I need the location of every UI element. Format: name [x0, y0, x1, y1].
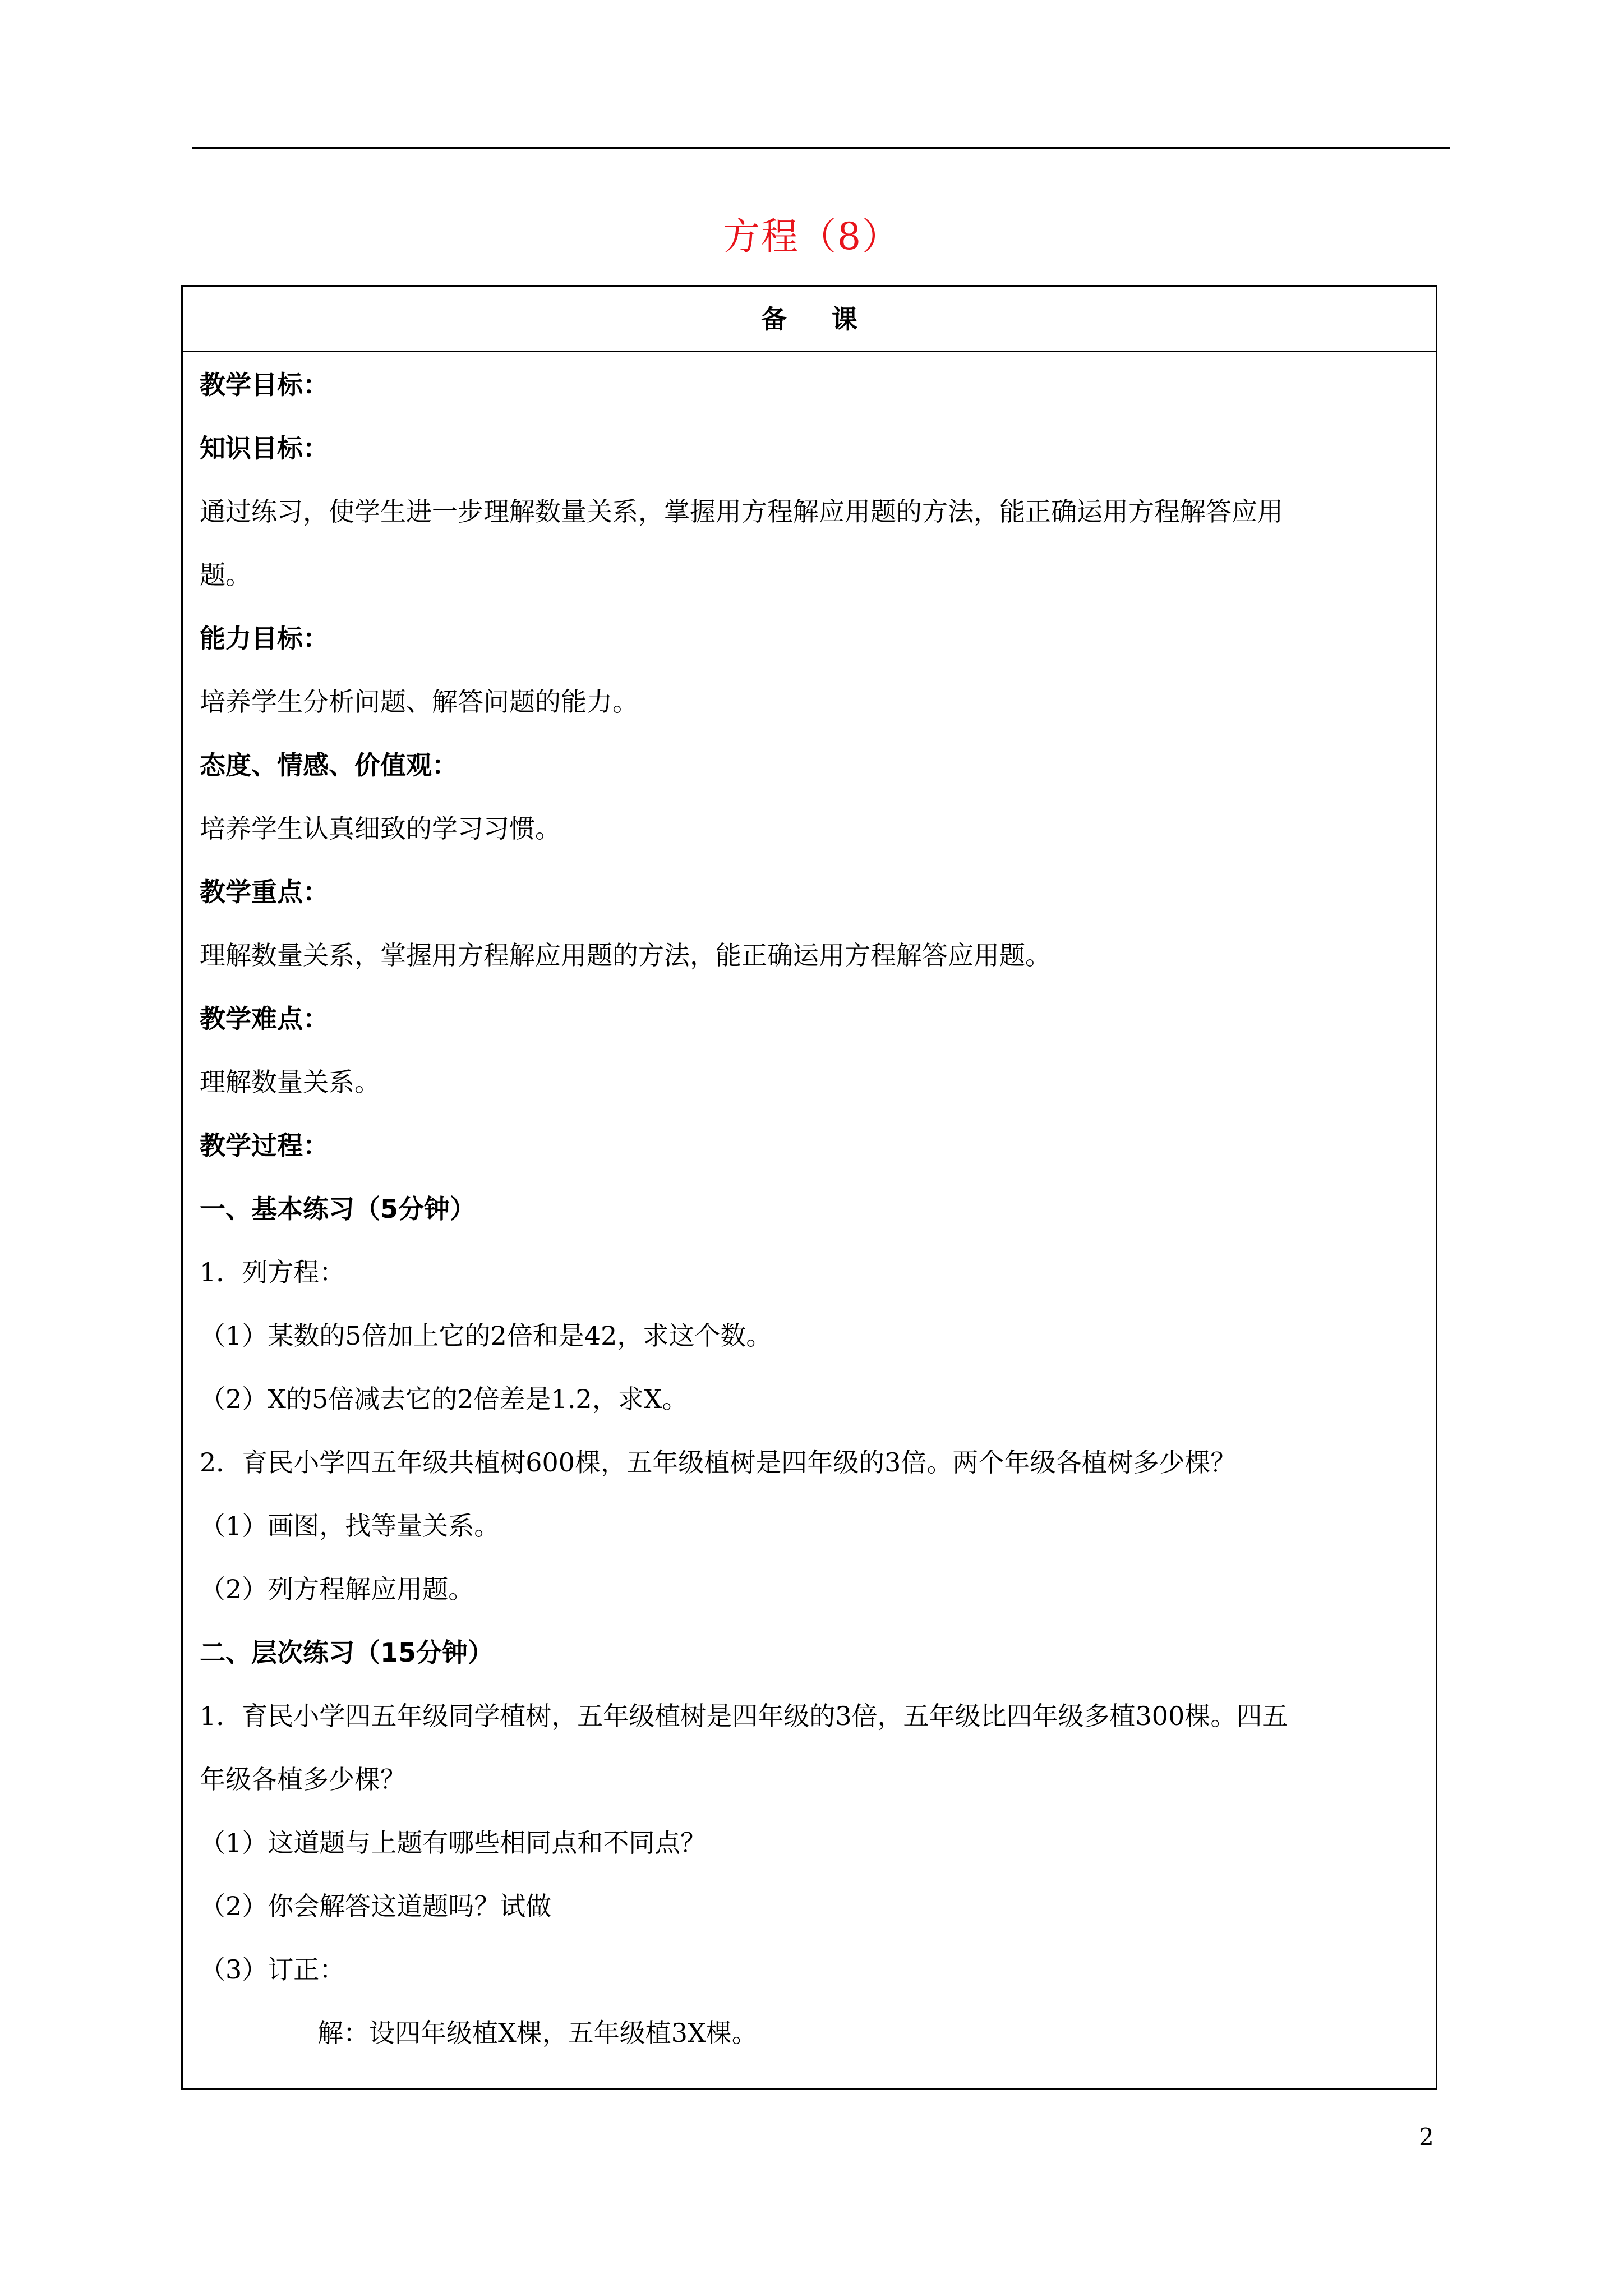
exercise-2-part-1: （1）画图，找等量关系。 — [200, 1511, 500, 1541]
exercise-1-part-2: （2）X的5倍减去它的2倍差是1.2，求X。 — [200, 1384, 688, 1414]
solution-line: 解：设四年级植X棵，五年级植3X棵。 — [317, 2018, 758, 2048]
page-number: 2 — [1419, 2123, 1434, 2151]
section-level-practice: 二、层次练习（15分钟） — [200, 1637, 494, 1668]
ability-objective-heading: 能力目标： — [200, 623, 329, 654]
key-points-text: 理解数量关系，掌握用方程解应用题的方法，能正确运用方程解答应用题。 — [200, 940, 1051, 970]
process-heading: 教学过程： — [200, 1130, 329, 1161]
objectives-heading: 教学目标： — [200, 370, 329, 400]
level-exercise-1-part-2: （2）你会解答这道题吗？试做 — [200, 1891, 552, 1921]
header-rule — [192, 147, 1450, 149]
level-exercise-1-cont: 年级各植多少棵？ — [200, 1764, 406, 1795]
attitude-heading: 态度、情感、价值观： — [200, 750, 458, 780]
exercise-1-part-1: （1）某数的5倍加上它的2倍和是42，求这个数。 — [200, 1320, 772, 1351]
table-header: 备课 — [183, 287, 1436, 352]
difficulty-heading: 教学难点： — [200, 1004, 329, 1034]
knowledge-objective-text: 通过练习，使学生进一步理解数量关系，掌握用方程解应用题的方法，能正确运用方程解答应用 — [200, 496, 1283, 527]
section-basic-practice: 一、基本练习（5分钟） — [200, 1194, 476, 1224]
key-points-heading: 教学重点： — [200, 877, 329, 907]
level-exercise-1: 1．育民小学四五年级同学植树，五年级植树是四年级的3倍，五年级比四年级多植300棵。四五 — [200, 1701, 1288, 1731]
knowledge-objective-text-cont: 题。 — [200, 560, 251, 590]
exercise-2: 2．育民小学四五年级共植树600棵，五年级植树是四年级的3倍。两个年级各植树多少棵？ — [200, 1447, 1237, 1478]
lesson-plan-table — [181, 285, 1437, 2090]
difficulty-text: 理解数量关系。 — [200, 1067, 380, 1097]
exercise-1: 1．列方程： — [200, 1257, 345, 1287]
level-exercise-1-part-3: （3）订正： — [200, 1954, 345, 1985]
knowledge-objective-heading: 知识目标： — [200, 433, 329, 463]
ability-objective-text: 培养学生分析问题、解答问题的能力。 — [200, 687, 638, 717]
attitude-text: 培养学生认真细致的学习习惯。 — [200, 813, 561, 844]
level-exercise-1-part-1: （1）这道题与上题有哪些相同点和不同点？ — [200, 1828, 707, 1858]
exercise-2-part-2: （2）列方程解应用题。 — [200, 1574, 474, 1604]
document-title: 方程（8） — [723, 215, 900, 258]
